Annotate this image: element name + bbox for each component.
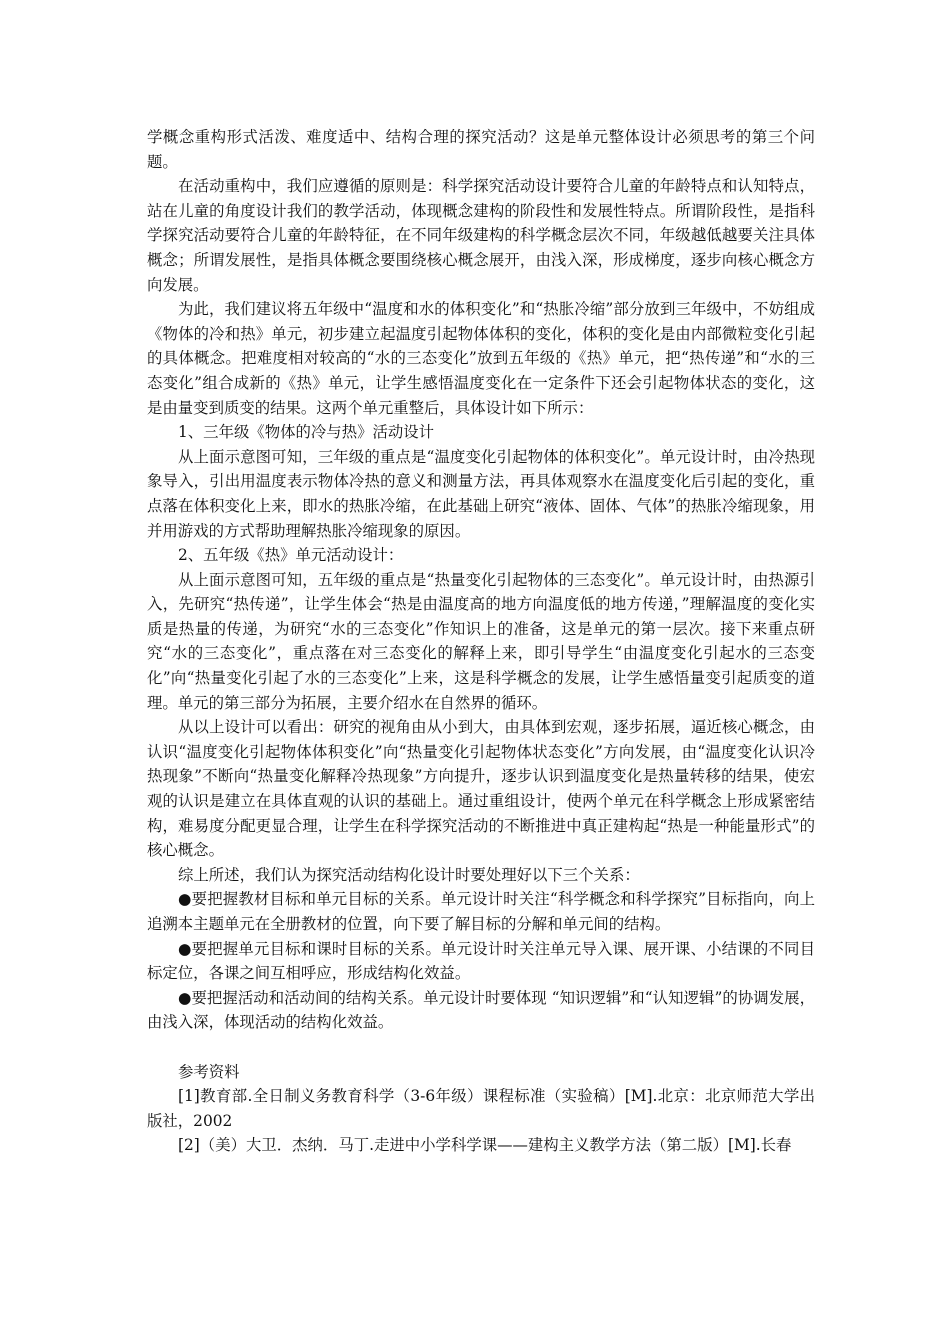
blank-line (147, 1035, 815, 1060)
paragraph-2: 在活动重构中，我们应遵循的原则是：科学探究活动设计要符合儿童的年龄特点和认知特点，站在儿童的角度设计我们的教学活动，体现概念建构的阶段性和发展性特点。所谓阶段性，是指科学探究活动要符合儿童的年龄特征，在不同年级建构的科学概念层次不同，年级越低越要关注具体概念；所谓发展性，是指具体概念要围绕核心概念展开，由浅入深，形成梯度，逐步向核心概念方向发展。 (147, 177, 815, 294)
paragraph-conclusion-intro: 综上所述，我们认为探究活动结构化设计时要处理好以下三个关系： (178, 865, 640, 884)
section-heading-grade5: 2、五年级《热》单元活动设计： (178, 546, 404, 565)
document-page (147, 125, 815, 1158)
paragraph-grade5-description: 从上面示意图可知，五年级的重点是“热量变化引起物体的三态变化”。单元设计时，由热源引入，先研究“热传递”，让学生体会“热是由温度高的地方向温度低的地方传递，”理解温度的变化实质是热量的传递，为研究“水的三态变化”作知识上的准备，这是单元的第一层次。接下来重点研究“水的三态变化”，重点落在对三态变化的解释上来，即引导学生“由温度变化引起水的三态变化”向“热量变化引起了水的三态变化”上来，这是科学概念的发展，让学生感悟量变引起质变的道理。单元的第三部分为拓展，主要介绍水在自然界的循环。 (147, 570, 815, 712)
bullet-item-3: ●要把握活动和活动间的结构关系。单元设计时要体现 “知识逻辑”和“认知逻辑”的协调发展，由浅入深，体现活动的结构化效益。 (147, 988, 815, 1032)
section-heading-grade3: 1、三年级《物体的冷与热》活动设计 (178, 423, 435, 442)
reference-item-2: [2]（美）大卫．杰纳．马丁.走进中小学科学课——建构主义教学方法（第二版）[M].长春 (178, 1136, 792, 1155)
paragraph-grade3-description: 从上面示意图可知，三年级的重点是“温度变化引起物体的体积变化”。单元设计时，由冷热现象导入，引出用温度表示物体冷热的意义和测量方法，再具体观察水在温度变化后引起的变化，重点落在体积变化上来，即水的热胀冷缩，在此基础上研究“液体、固体、气体”的热胀冷缩现象，用并用游戏的方式帮助理解热胀冷缩现象的原因。 (147, 447, 815, 540)
reference-item-1: [1]教育部.全日制义务教育科学（3-6年级）课程标准（实验稿）[M].北京：北京师范大学出版社，2002 (147, 1087, 815, 1130)
bullet-item-1: ●要把握教材目标和单元目标的关系。单元设计时关注“科学概念和科学探究”目标指向，向上追溯本主题单元在全册教材的位置，向下要了解目标的分解和单元间的结构。 (147, 890, 815, 933)
paragraph-3: 为此，我们建议将五年级中“温度和水的体积变化”和“热胀冷缩”部分放到三年级中，不妨组成《物体的冷和热》单元，初步建立起温度引起物体体积的变化，体积的变化是由内部微粒变化引起的具体概念。把难度相对较高的“水的三态变化”放到五年级的《热》单元，把“热传递”和“水的三态变化”组合成新的《热》单元，让学生感悟温度变化在一定条件下还会引起物体状态的变化，这是由量变到质变的结果。这两个单元重整后，具体设计如下所示： (147, 300, 815, 417)
references-heading: 参考资料 (178, 1062, 240, 1081)
bullet-item-2: ●要把握单元目标和课时目标的关系。单元设计时关注单元导入课、展开课、小结课的不同目标定位，各课之间互相呼应，形成结构化效益。 (147, 939, 815, 983)
paragraph-design-summary: 从以上设计可以看出：研究的视角由从小到大，由具体到宏观，逐步拓展，逼近核心概念，由认识“温度变化引起物体体积变化”向“热量变化引起物体状态变化”方向发展，由“温度变化认识冷热现象”不断向“热量变化解释冷热现象”方向提升，逐步认识到温度变化是热量转移的结果，使宏观的认识是建立在具体直观的认识的基础上。通过重组设计，使两个单元在科学概念上形成紧密结构，难易度分配更显合理，让学生在科学探究活动的不断推进中真正建构起“热是一种能量形式”的核心概念。 (147, 718, 815, 860)
paragraph-1: 学概念重构形式活泼、难度适中、结构合理的探究活动？这是单元整体设计必须思考的第三个问题。 (147, 128, 815, 171)
